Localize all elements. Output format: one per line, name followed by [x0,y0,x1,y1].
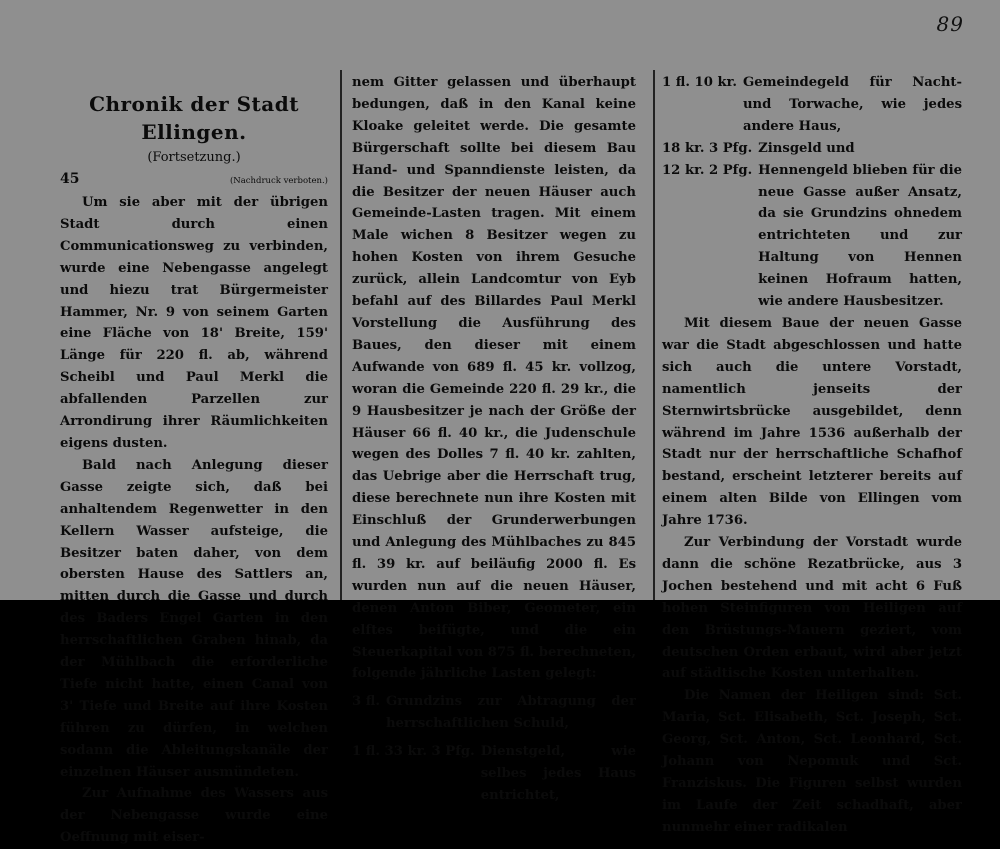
list-item [662,160,962,313]
column-rule-left [340,70,342,600]
column-2 [352,72,636,803]
item-text: Hennengeld blieben für die neue Gasse außer Ansatz, da sie Grundzins ohnedem entrichteten und zur Haltung von Hennen keinen Hofraum hatten, wie andere Hausbesitzer. [758,162,962,310]
paragraph: Um sie aber mit der übrigen Stadt durch einen Communicationsweg zu verbinden, wurde eine Nebengasse angelegt und hiezu trat Bürgermeister Hammer, Nr. 9 von seinem Garten eine Fläche von 18' Breite, 159' Länge für 220 fl. ab, während Scheibl und Paul Merkl die abfallenden Parzellen zur Arrondirung ihrer Räumlichkeiten eigens dusten. [60,195,328,451]
amount: 3 fl. [352,694,380,710]
reprint-notice: (Nachdruck verboten.) [229,176,328,186]
paragraph: Die Namen der Heiligen sind: Sct. Maria, Sct. Elisabeth, Sct. Joseph, Sct. Georg, Sct. Anton, Sct. Leonhard, Sct. Johann von Nepomuk und Sct. Franziskus. Die Figuren selbst wurden im Laufe der Zeit schadhaft, aber nunmehr einer radikalen [662,688,962,835]
paragraph: Bald nach Anlegung dieser Gasse zeigte sich, daß bei anhaltendem Regenwetter in den Kellern Wasser aufsteige, die Besitzer baten daher, von dem obersten Hause des Sattlers an, mitten durch die Gasse und durch des Baders Engel Garten in den herrschaftlichen Graben hinab, da der Mühlbach die erforderliche Tiefe nicht hatte, einen Canal von 3' Tiefe und Breite auf ihre Kosten führen zu dürfen, in welchen sodann die Ableitungskanäle der einzelnen Häuser ausmündeten. [60,457,328,780]
list-item [352,741,636,807]
page-number: 89 [936,12,964,36]
list-item [662,138,962,160]
article-title: Chronik der Stadt Ellingen. [89,92,299,144]
item-text: Grundzins zur Abtragung der herrschaftlichen Schuld, [385,694,636,732]
column-rule-right [653,70,655,600]
item-text: Dienstgeld, wie selbes jedes Haus entrichtet, [480,744,636,803]
paragraph: nem Gitter gelassen und überhaupt bedungen, daß in den Kanal keine Kloake geleitet werde. Die gesamte Bürgerschaft sollte bei diesem Bau Hand- und Spanndienste leisten, da die Besitzer der neuen Häuser auch Gemeinde-Lasten tragen. Mit einem Male wichen 8 Besitzer wegen zu hohen Kosten von ihrem Gesuche zurück, allein Landcomtur von Eyb befahl auf des Billardes Paul Merkl Vorstellung die Ausführung des Baues, den dieser mit einem Aufwande von 689 fl. 45 kr. vollzog, woran die Gemeinde 220 fl. 29 kr., die 9 Hausbesitzer je nach der Größe der Häuser 66 fl. 40 kr., die Judenschule wegen des Dolles 7 fl. 40 kr. zahlten, das Uebrige aber die Herrschaft trug, diese berechnete nun ihre Kosten mit Einschluß der Grunderwerbungen und Anlegung des Mühlbaches zu 845 fl. 39 kr. auf beiläufig 2000 fl. Es wurden nun auf die neuen Häuser, denen Anton Biber, Geometer, ein elftes beifügte, und die ein Steuerkapital von 875 fl. berechneten, folgende jährliche Lasten gelegt: [352,75,636,682]
column-1 [60,72,328,846]
paragraph: Mit diesem Baue der neuen Gasse war die Stadt abgeschlossen und hatte sich auch die untere Vorstadt, namentlich jenseits der Sternwirtsbrücke ausgebildet, denn während im Jahre 1536 außerhalb der Stadt nur der herrschaftliche Schafhof bestand, erscheint letzterer bereits auf einem alten Bilde von Ellingen vom Jahre 1736. [662,315,962,529]
list-item [662,72,962,138]
amount: 18 kr. 3 Pfg. [662,140,753,156]
column-3 [662,72,962,835]
article-subtitle: (Fortsetzung.) [147,150,241,165]
list-item [352,691,636,735]
amount: 1 fl. 33 kr. 3 Pfg. [352,744,475,760]
issue-line [60,168,328,192]
amount: 12 kr. 2 Pfg. [662,162,753,178]
amount: 1 fl. 10 kr. [662,75,737,90]
issue-number: 45 [60,171,80,187]
paragraph: Zur Verbindung der Vorstadt wurde dann die schöne Rezatbrücke, aus 3 Jochen bestehend und mit acht 6 Fuß hohen Steinfiguren von Heiligen auf den Brüstungs-Mauern geziert, vom deutschen Orden erbaut, wird aber jetzt auf städtische Kosten unterhalten. [662,535,962,682]
item-text: Gemeindegeld für Nacht- und Torwache, wie jedes andere Haus, [742,75,962,134]
item-text: Zinsgeld und [758,140,855,156]
paragraph: Zur Aufnahme des Wassers aus der Nebengasse wurde eine Oeffnung mit eiser- [60,786,328,846]
